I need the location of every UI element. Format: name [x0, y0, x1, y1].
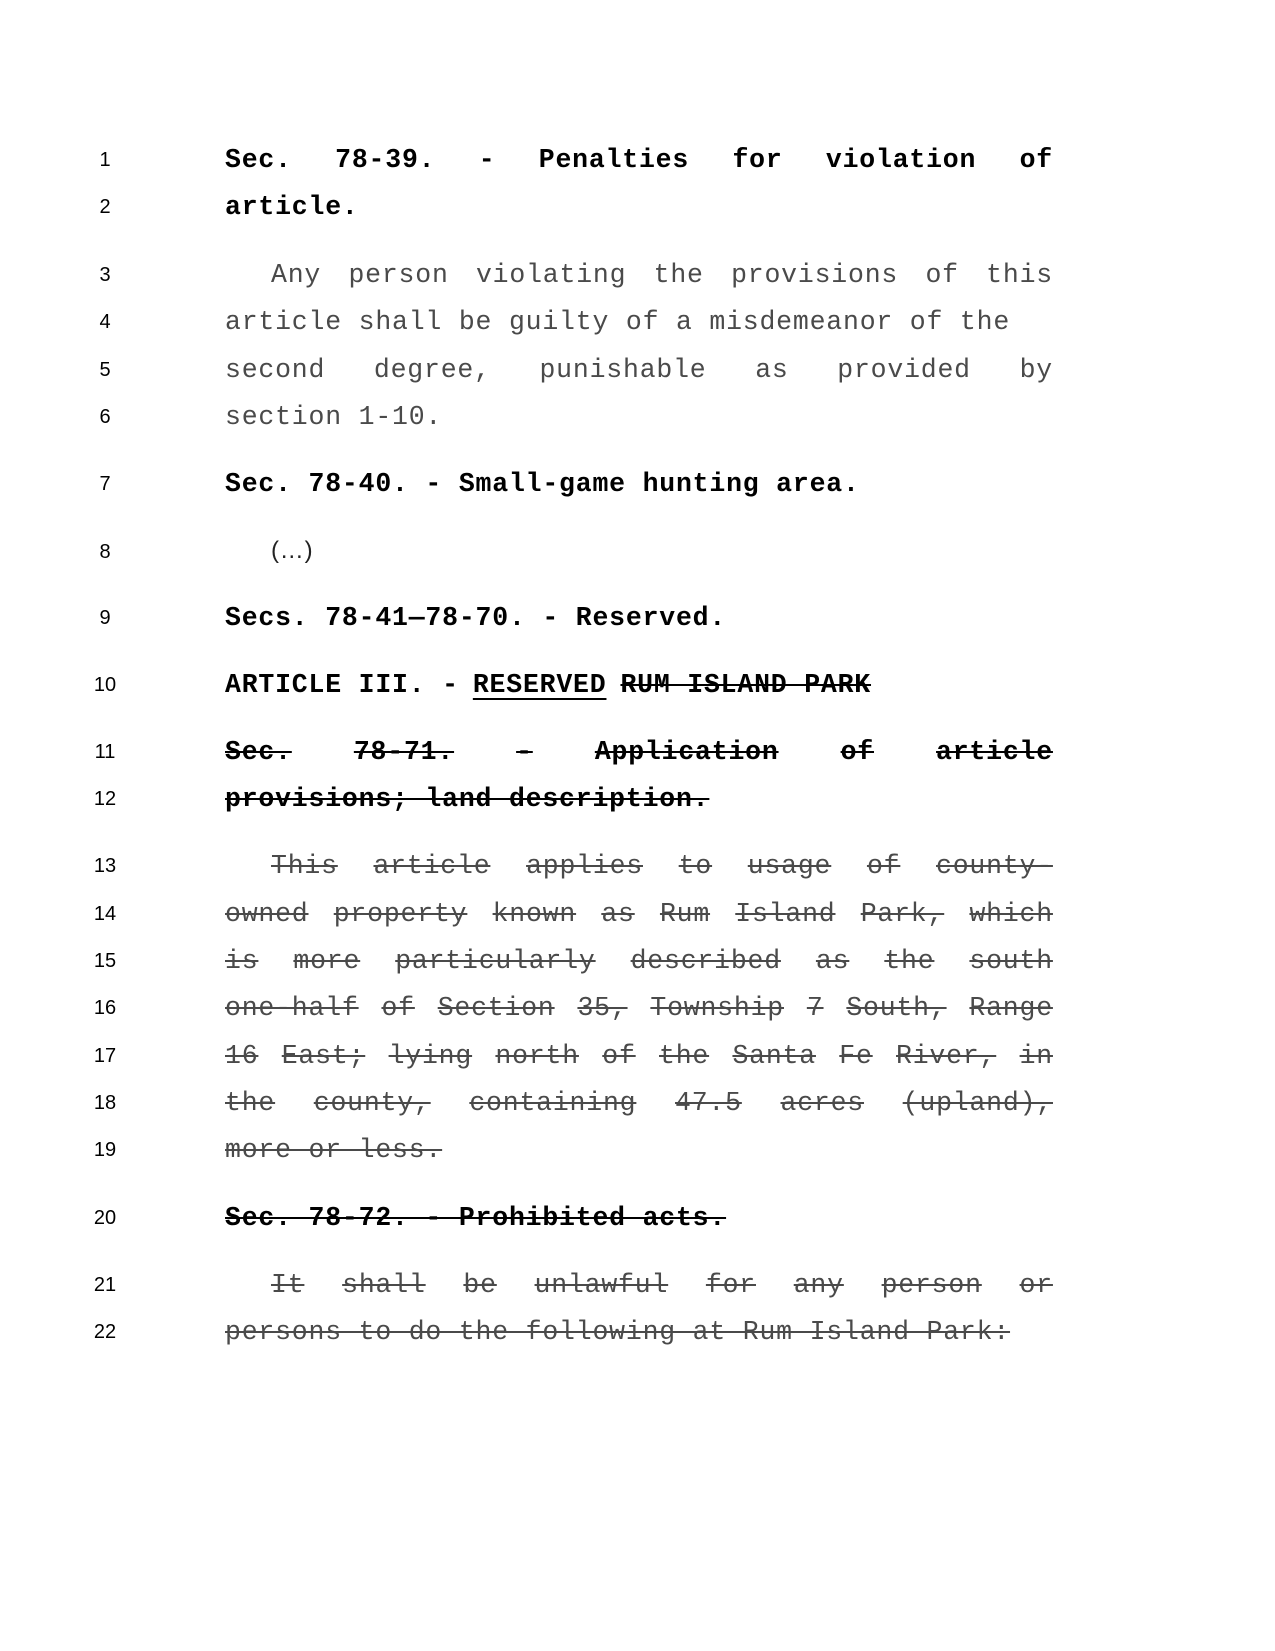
line-number: 13: [93, 855, 117, 877]
deleted-text: Sec. 78-72. - Prohibited acts.: [225, 1203, 727, 1233]
line-number: 22: [93, 1321, 117, 1343]
word: containing: [469, 1088, 637, 1118]
word: Santa: [732, 1041, 816, 1071]
line-number: 21: [93, 1274, 117, 1296]
word: south: [969, 946, 1053, 976]
secs-78-41-70-heading: Secs. 78-41—78-70. - Reserved.: [225, 603, 727, 633]
word: this: [986, 260, 1053, 290]
word: of: [925, 260, 959, 290]
line-number: 20: [93, 1207, 117, 1229]
line-number: 15: [93, 950, 117, 972]
line-number: 9: [99, 607, 111, 629]
word: by: [1019, 355, 1053, 385]
word: violation: [825, 145, 977, 175]
word: -: [516, 737, 533, 767]
word: Range: [969, 993, 1053, 1023]
word: 78-71.: [353, 737, 455, 767]
sec-78-39-body: article shall be guilty of a misdemeanor of the: [225, 307, 1011, 337]
word: of: [602, 1041, 636, 1071]
word: property: [333, 899, 468, 929]
line-number: 11: [94, 741, 116, 763]
word: acres: [780, 1088, 865, 1118]
word: of: [1019, 145, 1053, 175]
word: as: [601, 899, 635, 929]
sec-78-72-heading: [225, 1201, 1053, 1235]
word: of: [381, 993, 415, 1023]
word: particularly: [395, 946, 596, 976]
sec-78-71-heading-cont: [225, 782, 1053, 816]
word: Application: [594, 737, 779, 767]
word: Any: [271, 260, 322, 290]
article-iii-heading: [225, 668, 1053, 702]
word: which: [969, 899, 1053, 929]
word: River,: [896, 1041, 997, 1071]
word: the: [225, 1088, 276, 1118]
sec-78-40-heading: Sec. 78-40. - Small-game hunting area.: [225, 469, 860, 499]
word: as: [815, 946, 850, 976]
word: It: [271, 1270, 305, 1300]
word: the: [653, 260, 704, 290]
sec-78-39-heading-cont: article.: [225, 192, 359, 222]
sec-78-71-body: [225, 1039, 1053, 1073]
word: article: [936, 737, 1053, 767]
word: East;: [281, 1041, 366, 1071]
word: This: [271, 851, 338, 881]
word: county,: [313, 1088, 431, 1118]
word: any: [793, 1270, 844, 1300]
word: Penalties: [538, 145, 690, 175]
word: punishable: [539, 355, 707, 385]
deleted-text: provisions; land description.: [225, 784, 710, 814]
word: Sec.: [225, 737, 292, 767]
word: be: [463, 1270, 497, 1300]
line-number: 17: [93, 1045, 117, 1067]
word: 47.5: [675, 1088, 742, 1118]
line-number: 19: [93, 1139, 117, 1161]
line-number: 14: [93, 903, 117, 925]
sec-78-71-body: [225, 897, 1053, 931]
word: 7: [806, 993, 824, 1023]
sec-78-71-body: [225, 1086, 1053, 1120]
word: lying: [388, 1041, 473, 1071]
inserted-text: RESERVED: [472, 670, 607, 700]
word: Park,: [860, 899, 945, 929]
word: provided: [837, 355, 971, 385]
word: shall: [342, 1270, 426, 1300]
sec-78-71-body: [225, 1133, 1053, 1167]
word: usage: [747, 851, 832, 881]
omission-marker: [225, 534, 1053, 568]
word: second: [225, 355, 326, 385]
word: as: [755, 355, 789, 385]
word: 16: [225, 1041, 259, 1071]
word: for: [705, 1270, 756, 1300]
line-number: 3: [99, 264, 111, 286]
word: more: [293, 946, 361, 976]
word: Island: [735, 899, 836, 929]
sec-78-71-heading: [225, 735, 1053, 769]
sec-78-39-body: section 1-10.: [225, 402, 443, 432]
sec-78-72-body: [225, 1315, 1053, 1349]
line-number: 7: [99, 473, 111, 495]
sec-78-72-body: [225, 1268, 1053, 1302]
word: is: [225, 946, 259, 976]
word: South,: [846, 993, 947, 1023]
word: Sec.: [225, 145, 292, 175]
word: person: [348, 260, 449, 290]
word: one-half: [225, 993, 359, 1023]
article-iii-prefix: ARTICLE III. -: [225, 670, 459, 700]
word: north: [495, 1041, 579, 1071]
word: Section: [437, 993, 555, 1023]
deleted-text: persons to do the following at Rum Island Park:: [225, 1317, 1011, 1347]
ellipsis-text: (…): [271, 537, 314, 564]
word: the: [884, 946, 935, 976]
word: person: [881, 1270, 982, 1300]
word: violating: [475, 260, 627, 290]
line-number: 1: [99, 149, 111, 171]
word: of: [840, 737, 874, 767]
line-number: 6: [99, 406, 111, 428]
word: owned: [225, 899, 309, 929]
sec-78-71-body: [225, 991, 1053, 1025]
line-number: 16: [93, 997, 117, 1019]
word: Rum: [659, 899, 711, 929]
word: of: [866, 851, 901, 881]
word: described: [630, 946, 781, 976]
word: or: [1019, 1270, 1053, 1300]
word: (upland),: [902, 1088, 1053, 1118]
word: known: [492, 899, 577, 929]
deleted-text: RUM ISLAND PARK: [620, 670, 872, 700]
line-number: 8: [99, 541, 111, 563]
line-number: 2: [99, 196, 111, 218]
sec-78-39-body: [225, 258, 1053, 292]
line-number: 5: [99, 359, 111, 381]
line-number: 4: [99, 311, 111, 333]
word: unlawful: [534, 1270, 669, 1300]
word: for: [732, 145, 783, 175]
word: provisions: [731, 260, 899, 290]
sec-78-39-heading: [225, 143, 1053, 177]
word: 78-39.: [335, 145, 436, 175]
line-number: 12: [93, 788, 117, 810]
word: 35,: [577, 993, 628, 1023]
word: county-: [936, 851, 1053, 881]
line-number: 10: [93, 674, 117, 696]
word: applies: [526, 851, 643, 881]
word: Fe: [839, 1041, 873, 1071]
sec-78-71-body: [225, 944, 1053, 978]
word: article: [373, 851, 491, 881]
word: the: [659, 1041, 710, 1071]
word: -: [478, 145, 496, 175]
word: in: [1019, 1041, 1053, 1071]
deleted-text: more or less.: [225, 1135, 443, 1165]
word: degree,: [373, 355, 491, 385]
sec-78-71-body: [225, 849, 1053, 883]
sec-78-39-body: [225, 353, 1053, 387]
word: Township: [650, 993, 784, 1023]
line-number: 18: [93, 1092, 117, 1114]
word: to: [678, 851, 713, 881]
